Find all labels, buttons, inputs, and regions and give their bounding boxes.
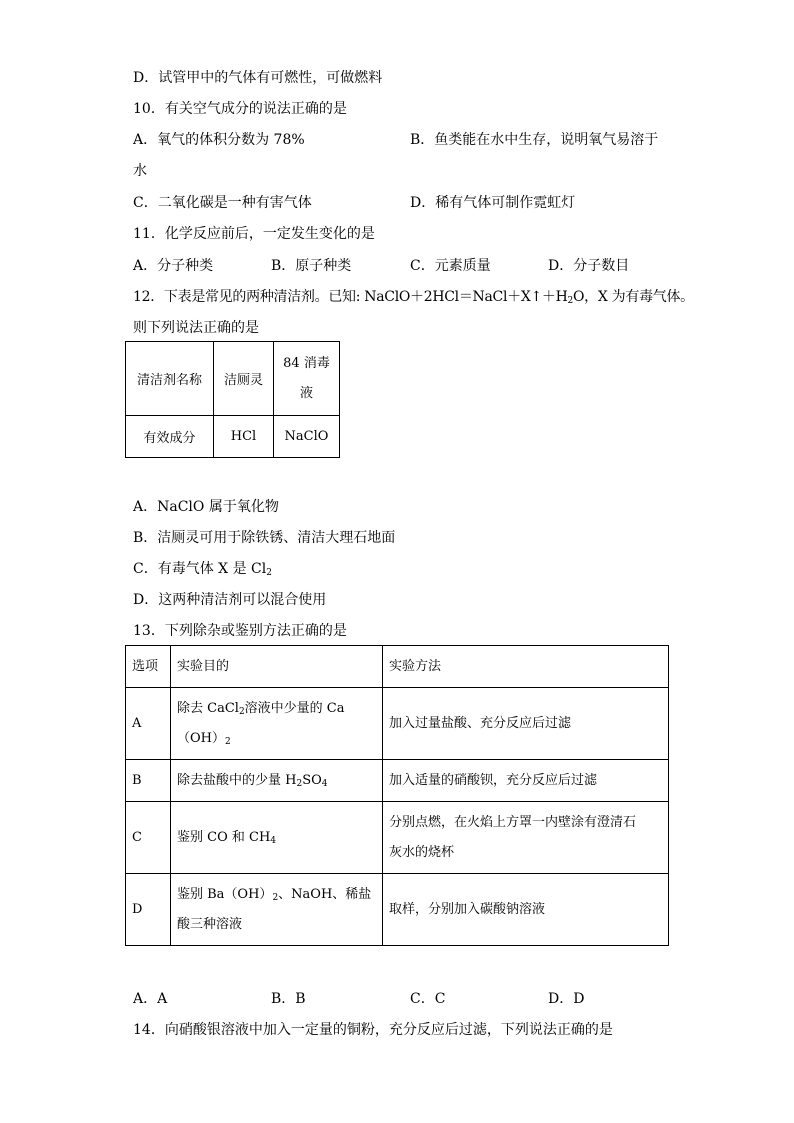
q10-stem: 10．有关空气成分的说法正确的是 bbox=[133, 101, 347, 117]
q13-row-d-option: D bbox=[126, 874, 171, 946]
q10-option-c: C．二氧化碳是一种有害气体 bbox=[133, 195, 312, 211]
q13-row-a-goal-l2: （OH） bbox=[177, 730, 225, 746]
q10-option-b: B．鱼类能在水中生存，说明氧气易溶于 bbox=[410, 132, 659, 148]
q13-row-b-goal-sub1: 2 bbox=[296, 778, 303, 789]
q12-option-b: B．洁厕灵可用于除铁锈、清洁大理石地面 bbox=[133, 530, 396, 546]
q10-option-b-cont: 水 bbox=[133, 163, 147, 179]
q13-row-a-method: 加入过量盐酸、充分反应后过滤 bbox=[383, 688, 669, 760]
q13-row-d-method: 取样，分别加入碳酸钠溶液 bbox=[383, 874, 669, 946]
q12-table-header-toilet: 洁厕灵 bbox=[214, 342, 274, 416]
q13-row-d-goal-line2: 酸三种溶液 bbox=[177, 916, 243, 932]
q11-option-c: C．元素质量 bbox=[410, 258, 491, 274]
q12-table-header-84-line1: 84 消毒 bbox=[283, 355, 330, 371]
q13-row-d-goal-line1 bbox=[177, 880, 376, 910]
q12-stem-part2: O，X 为有毒气体。 bbox=[572, 289, 694, 305]
q13-row-d-goal-p2: 、NaOH、稀盐 bbox=[278, 886, 372, 902]
q13-row-c-method-line2: 灰水的烧杯 bbox=[389, 844, 455, 860]
q13-row-b-option: B bbox=[126, 760, 171, 802]
q13-row-b-goal bbox=[171, 760, 383, 802]
q13-row-a-goal-p2: 溶液中少量的 Ca bbox=[244, 700, 345, 716]
q9-option-d: D．试管甲中的气体有可燃性，可做燃料 bbox=[133, 70, 383, 86]
q12-stem-sub: 2 bbox=[567, 296, 573, 306]
q14-stem: 14．向硝酸银溶液中加入一定量的铜粉，充分反应后过滤，下列说法正确的是 bbox=[133, 1022, 613, 1038]
q13-option-d: D．D bbox=[548, 991, 585, 1007]
q13-row-d-goal-sub1: 2 bbox=[272, 892, 279, 903]
q11-stem: 11．化学反应前后，一定发生变化的是 bbox=[133, 226, 375, 242]
q13-row-d-goal bbox=[171, 874, 383, 946]
q13-row-d-goal-p1: 鉴别 Ba（OH） bbox=[177, 886, 273, 902]
q12-option-a: A．NaClO 属于氧化物 bbox=[133, 499, 279, 515]
q13-row-c-method-line1: 分别点燃，在火焰上方罩一内壁涂有澄清石 bbox=[389, 814, 637, 830]
q13-row-a-goal-line1 bbox=[177, 694, 376, 724]
q13-row-a-goal-line2 bbox=[177, 724, 376, 754]
q11-option-a: A．分子种类 bbox=[133, 258, 214, 274]
q12-table bbox=[125, 341, 340, 458]
q11-option-b: B．原子种类 bbox=[271, 258, 352, 274]
q13-option-a: A．A bbox=[133, 991, 168, 1007]
q12-option-c bbox=[133, 558, 272, 578]
q12-table-header-84-line2: 液 bbox=[299, 385, 313, 401]
q13-row-a-goal-sub2: 2 bbox=[225, 736, 231, 747]
q13-row-a-goal-p1: 除去 CaCl bbox=[177, 700, 239, 716]
q12-option-d: D．这两种清洁剂可以混合使用 bbox=[133, 592, 327, 608]
q13-row-b-goal-p2: SO bbox=[302, 772, 322, 788]
q12-option-c-sub: 2 bbox=[266, 568, 272, 578]
q13-header-goal: 实验目的 bbox=[171, 646, 383, 688]
q12-stem-part1: 12．下表是常见的两种清洁剂。已知: NaClO＋2HCl＝NaCl＋X↑＋H bbox=[133, 289, 568, 305]
q12-stem-line2: 则下列说法正确的是 bbox=[133, 320, 259, 336]
q12-stem bbox=[133, 286, 694, 306]
q13-option-c: C．C bbox=[410, 991, 446, 1007]
q13-row-b-goal-p1: 除去盐酸中的少量 H bbox=[177, 772, 297, 788]
q13-stem: 13．下列除杂或鉴别方法正确的是 bbox=[133, 623, 347, 639]
q12-table-cell-naclo: NaClO bbox=[274, 416, 340, 458]
q13-table bbox=[125, 645, 669, 946]
q12-table-row-label: 有效成分 bbox=[126, 416, 214, 458]
q13-option-b: B．B bbox=[271, 991, 306, 1007]
q13-row-c-method bbox=[383, 802, 669, 874]
q13-row-c-goal bbox=[171, 802, 383, 874]
q13-row-c-goal-sub1: 4 bbox=[270, 835, 277, 846]
q13-row-b-goal-sub2: 4 bbox=[321, 778, 328, 789]
q10-option-a: A．氧气的体积分数为 78% bbox=[133, 132, 305, 148]
q12-option-c-text: C．有毒气体 X 是 Cl bbox=[133, 561, 267, 577]
q12-table-header-84 bbox=[274, 342, 340, 416]
q13-row-a-option: A bbox=[126, 688, 171, 760]
q11-option-d: D．分子数目 bbox=[548, 258, 630, 274]
q13-row-c-goal-p1: 鉴别 CO 和 CH bbox=[177, 829, 271, 845]
q13-header-method: 实验方法 bbox=[383, 646, 669, 688]
q12-table-cell-hcl: HCl bbox=[214, 416, 274, 458]
q13-row-a-goal bbox=[171, 688, 383, 760]
q10-option-d: D．稀有气体可制作霓虹灯 bbox=[410, 195, 576, 211]
q13-row-b-method: 加入适量的硝酸钡，充分反应后过滤 bbox=[383, 760, 669, 802]
q13-row-a-goal-sub1: 2 bbox=[238, 706, 245, 717]
q13-header-option: 选项 bbox=[126, 646, 171, 688]
q12-table-header-name: 清洁剂名称 bbox=[126, 342, 214, 416]
q13-row-c-option: C bbox=[126, 802, 171, 874]
